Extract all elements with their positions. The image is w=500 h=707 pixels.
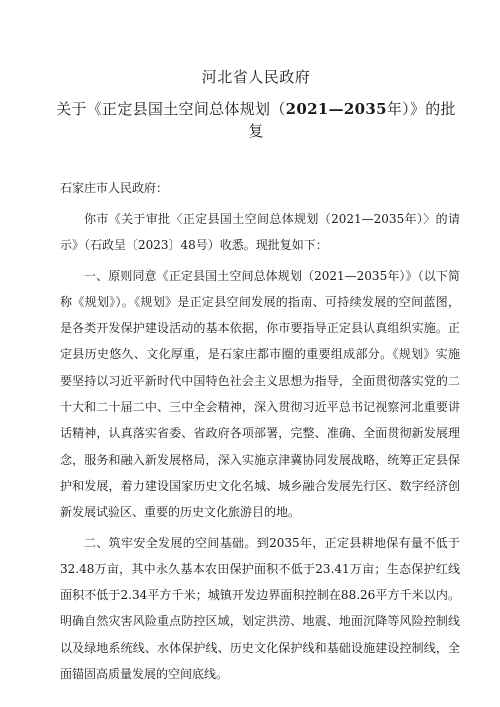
document-title bbox=[52, 98, 460, 142]
paragraph-one: 一、原则同意《正定县国土空间总体规划（2021—2035年）》（以下简称《规划》）。《规划》是正定县空间发展的指南、可持续发展的空间蓝图，是各类开发保护建设活动的基本依据，你市要指导正定县认真组织实施。正定县历史悠久、文化厚重，是石家庄都市圈的重要组成部分。《规划》实施要坚持以习近平新时代中国特色社会主义思想为指导，全面贯彻落实党的二十大和二十届二中、三中全会精神，深入贯彻习近平总书记视察河北重要讲话精神，认真落实省委、省政府各项部署，完整、准确、全面贯彻新发展理念，服务和融入新发展格局，深入实施京津冀协同发展战略，统筹正定县保护和发展，着力建设国家历史文化名城、城乡融合发展先行区、数字经济创新发展试验区、重要的历史文化旅游目的地。 bbox=[60, 268, 460, 520]
title-block bbox=[52, 66, 460, 142]
title-suffix: 年）》的批复 bbox=[248, 100, 456, 140]
title-years: 2021—2035 bbox=[285, 100, 387, 118]
issuer-title: 河北省人民政府 bbox=[201, 68, 311, 86]
body-text bbox=[60, 206, 460, 687]
addressee: 石家庄市人民政府： bbox=[60, 181, 169, 195]
paragraph-two: 二、筑牢安全发展的空间基础。到2035年，正定县耕地保有量不低于32.48万亩，其中永久基本农田保护面积不低于23.41万亩；生态保护红线面积不低于2.34平方千米；城镇开发边界面积控制在88.26平方千米以内。明确自然灾害风险重点防控区域，划定洪涝、地震、地面沉降等风险控制线以及绿地系统线、水体保护线、历史文化保护线和基础设施建设控制线，全面锚固高质量发展的空间底线。 bbox=[60, 535, 460, 682]
paragraph-intro: 你市《关于审批〈正定县国土空间总体规划（2021—2035年）〉的请示》（石政呈〔2023〕48号）收悉。现批复如下： bbox=[60, 212, 460, 253]
title-prefix: 关于《正定县国土空间总体规划（ bbox=[56, 100, 286, 118]
